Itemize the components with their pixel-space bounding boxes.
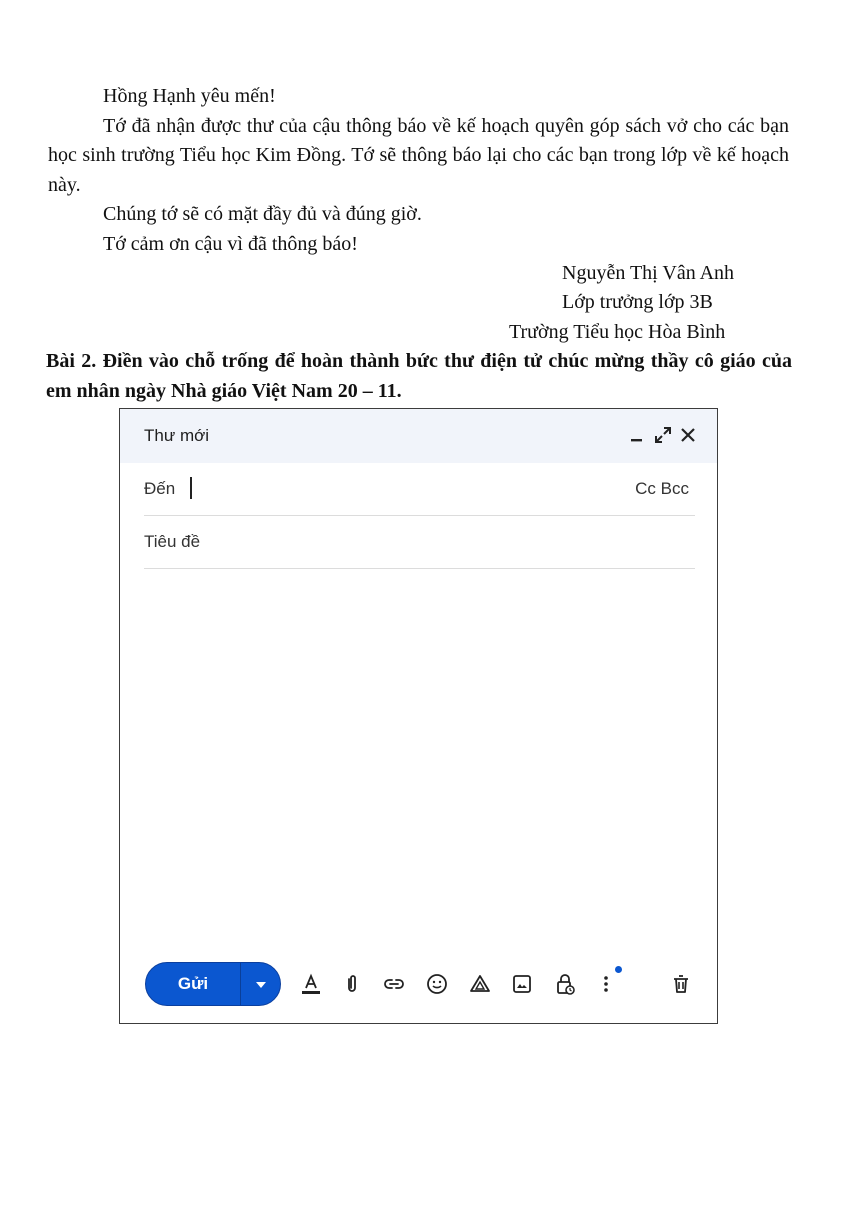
attachment-icon[interactable] (340, 972, 364, 996)
subject-field[interactable] (144, 530, 695, 569)
letter-paragraph: Tớ cảm ơn cậu vì đã thông báo! (103, 232, 358, 255)
send-button[interactable] (145, 962, 281, 1006)
minimize-icon[interactable] (627, 425, 647, 445)
signature-name: Nguyễn Thị Vân Anh (562, 262, 735, 284)
letter-paragraph: Chúng tớ sẽ có mặt đầy đủ và đúng giờ. (103, 203, 422, 225)
letter-paragraph: Tớ đã nhận được thư của cậu thông báo về kế hoạch quyên góp sách vở cho các bạn học sinh trường Tiểu học Kim Đồng. Tớ sẽ thông báo lại cho các bạn trong lớp về kế hoạch này. (48, 114, 789, 196)
trash-icon[interactable] (669, 972, 693, 996)
compose-window (119, 408, 718, 1024)
expand-icon[interactable] (653, 425, 673, 445)
emoji-icon[interactable] (425, 972, 449, 996)
schedule-send-dropdown-icon[interactable] (241, 963, 281, 1007)
compose-title: Thư mới (144, 426, 210, 445)
text-cursor (190, 477, 192, 499)
letter-body (48, 82, 789, 259)
compose-header (120, 409, 717, 463)
exercise-text: Bài 2. Điền vào chỗ trống để hoàn thành bức thư điện tử chúc mừng thầy cô giáo của em nhân ngày Nhà giáo Việt Nam 20 – 11. (46, 350, 792, 402)
signature-school: Trường Tiểu học Hòa Bình (509, 321, 726, 343)
link-icon[interactable] (382, 972, 406, 996)
close-icon[interactable] (678, 425, 698, 445)
text-format-icon[interactable] (299, 972, 323, 996)
exercise-prompt (46, 346, 792, 406)
cc-bcc-link[interactable]: Cc Bcc (635, 479, 689, 498)
subject-placeholder: Tiêu đề (144, 532, 201, 551)
lock-clock-icon[interactable] (553, 972, 577, 996)
signature-role: Lớp trưởng lớp 3B (562, 291, 713, 313)
to-label: Đến (144, 479, 176, 498)
image-icon[interactable] (510, 972, 534, 996)
send-label: Gửi (177, 974, 209, 993)
drive-icon[interactable] (468, 972, 492, 996)
notification-dot (615, 966, 622, 973)
to-field[interactable] (144, 477, 695, 516)
message-body[interactable] (144, 579, 695, 949)
more-options-icon[interactable] (594, 972, 618, 996)
letter-greeting: Hồng Hạnh yêu mến! (103, 85, 276, 107)
